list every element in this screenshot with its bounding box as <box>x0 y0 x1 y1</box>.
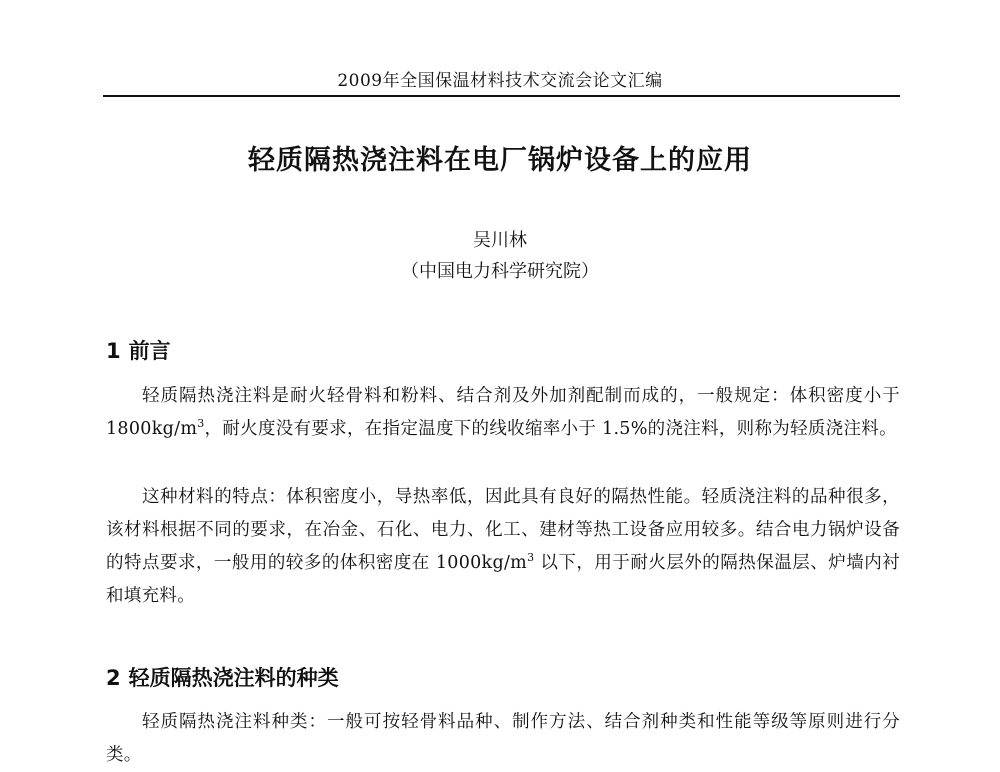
running-header: 2009年全国保温材料技术交流会论文汇编 <box>337 71 663 91</box>
paragraph-text: ，耐火度没有要求，在指定温度下的线收缩率小于 1.5%的浇注料，则称为轻质浇注料。 <box>204 419 897 439</box>
section-title: 轻质隔热浇注料的种类 <box>128 666 339 690</box>
paragraph-text: 轻质隔热浇注料是耐火轻骨料和粉料、结合剂及外加剂配制而成的，一般规定：体积密度小于 1800kg/m <box>106 386 900 439</box>
paper-title: 轻质隔热浇注料在电厂锅炉设备上的应用 <box>248 145 752 176</box>
author-affiliation: （中国电力科学研究院） <box>401 261 599 282</box>
paragraph-text: 以下，用于耐火层外的隔热保温层、炉墙内衬和填充料。 <box>106 553 900 606</box>
paragraph-1-1 <box>106 380 900 446</box>
paragraph-1-2 <box>106 481 900 613</box>
section-number: 2 <box>106 666 121 690</box>
superscript: 3 <box>197 417 205 431</box>
paragraph-2-1 <box>106 706 900 772</box>
header-rule <box>103 95 900 97</box>
section-heading-1 <box>106 337 171 365</box>
author-name: 吴川林 <box>473 230 527 251</box>
superscript: 3 <box>527 551 535 565</box>
paragraph-text: 轻质隔热浇注料种类：一般可按轻骨料品种、制作方法、结合剂种类和性能等级等原则进行分类。 <box>106 712 900 765</box>
paragraph-text: 这种材料的特点：体积密度小，导热率低，因此具有良好的隔热性能。轻质浇注料的品种很多，该材料根据不同的要求，在冶金、石化、电力、化工、建材等热工设备应用较多。结合电力锅炉设备的特点要求，一般用的较多的体积密度在 1000kg/m <box>106 487 900 573</box>
section-heading-2 <box>106 664 339 692</box>
section-title: 前言 <box>128 339 171 363</box>
section-number: 1 <box>106 339 121 363</box>
